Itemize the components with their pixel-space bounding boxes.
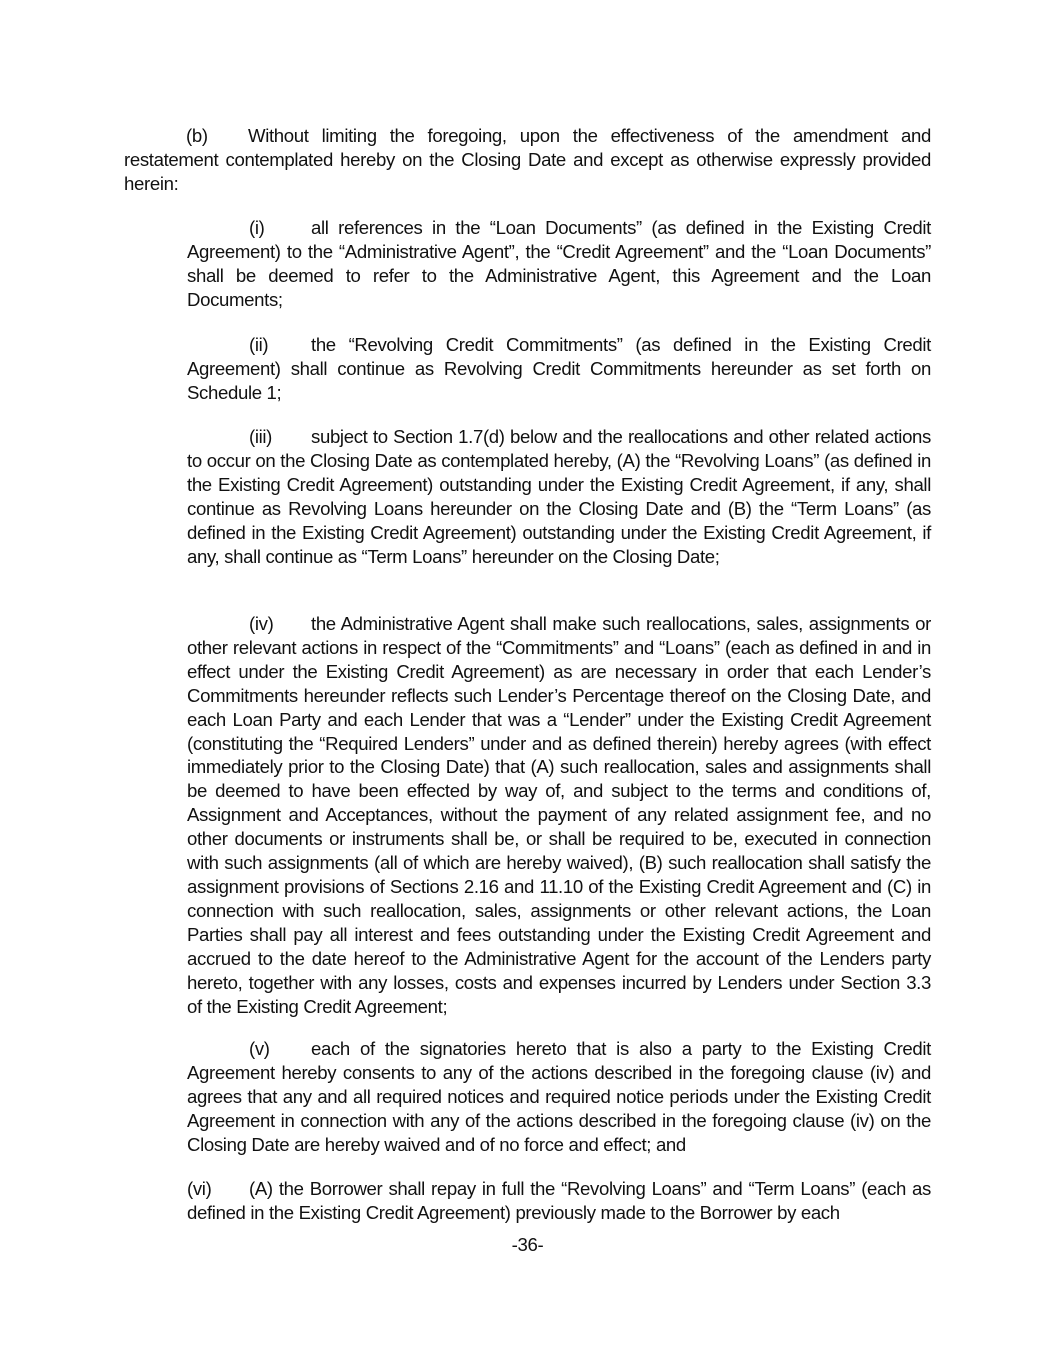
clause-number: (i) — [249, 217, 265, 238]
page-number: -36- — [511, 1234, 544, 1255]
clause-text: (A) the Borrower shall repay in full the “Revolving Loans” and “Term Loans” (each as defined in the Existing Credit Agreement) previously made to the Borrower by each — [187, 1178, 931, 1223]
clause-text: each of the signatories hereto that is also a party to the Existing Credit Agreement hereby consents to any of the actions described in the foregoing clause (iv) and agrees that any and all required notices and required notice periods under the Existing Credit Agreement in connection with any of the actions described in the foregoing clause (iv) on the Closing Date are hereby waived and of no force and effect; and — [187, 1038, 931, 1155]
clause-ii — [187, 333, 931, 405]
clause-number: (v) — [249, 1038, 270, 1059]
clause-v — [187, 1037, 931, 1157]
paragraph-number: (b) — [186, 125, 208, 146]
clause-text: the Administrative Agent shall make such reallocations, sales, assignments or other relevant actions in respect of the “Commitments” and “Loans” (each as defined in and in effect under the Existing Credit Agreement) as are necessary in order that each Lender’s Commitments hereunder reflects such Lender’s Percentage thereof on the Closing Date, and each Loan Party and each Lender that was a “Lender” under the Existing Credit Agreement (constituting the “Required Lenders” under and as defined therein) hereby agrees (with effect immediately prior to the Closing Date) that (A) such reallocation, sales and assignments shall be deemed to have been effected by way of, and subject to the terms and conditions of, Assignment and Acceptances, without the payment of any related assignment fee, and no other documents or instruments shall be, or shall be required to be, executed in connection with such assignments (all of which are hereby waived), (B) such reallocation shall satisfy the assignment provisions of Sections 2.16 and 11.10 of the Existing Credit Agreement and (C) in connection with such reallocation, sales, assignments or other relevant actions, the Loan Parties shall pay all interest and fees outstanding under the Existing Credit Agreement and accrued to the date hereof to the Administrative Agent for the account of the Lenders party hereto, together with any losses, costs and expenses incurred by Lenders under Section 3.3 of the Existing Credit Agreement; — [187, 613, 931, 1017]
clause-number: (iv) — [249, 613, 274, 634]
clause-number: (iii) — [249, 426, 273, 447]
clause-text: subject to Section 1.7(d) below and the reallocations and other related actions to occur on the Closing Date as contemplated hereby, (A) the “Revolving Loans” (as defined in the Existing Credit Agreement) outstanding under the Existing Credit Agreement, if any, shall continue as Revolving Loans hereunder on the Closing Date and (B) the “Term Loans” (as defined in the Existing Credit Agreement) outstanding under the Existing Credit Agreement, if any, shall continue as “Term Loans” hereunder on the Closing Date; — [187, 426, 931, 567]
clause-iii — [187, 425, 931, 568]
paragraph-text: Without limiting the foregoing, upon the effectiveness of the amendment and restatement contemplated hereby on the Closing Date and except as otherwise expressly provided herein: — [124, 125, 931, 194]
clause-number: (ii) — [249, 334, 269, 355]
clause-text: the “Revolving Credit Commitments” (as defined in the Existing Credit Agreement) shall continue as Revolving Credit Commitments hereunder as set forth on Schedule 1; — [187, 334, 931, 403]
clause-iv — [187, 612, 931, 1018]
paragraph-b — [124, 124, 931, 196]
clause-i — [187, 216, 931, 312]
clause-vi — [187, 1177, 931, 1225]
clause-number: (vi) — [187, 1178, 212, 1199]
clause-text: all references in the “Loan Documents” (as defined in the Existing Credit Agreement) to the “Administrative Agent”, the “Credit Agreement” and the “Loan Documents” shall be deemed to refer to the Administrative Agent, this Agreement and the Loan Documents; — [187, 217, 931, 310]
